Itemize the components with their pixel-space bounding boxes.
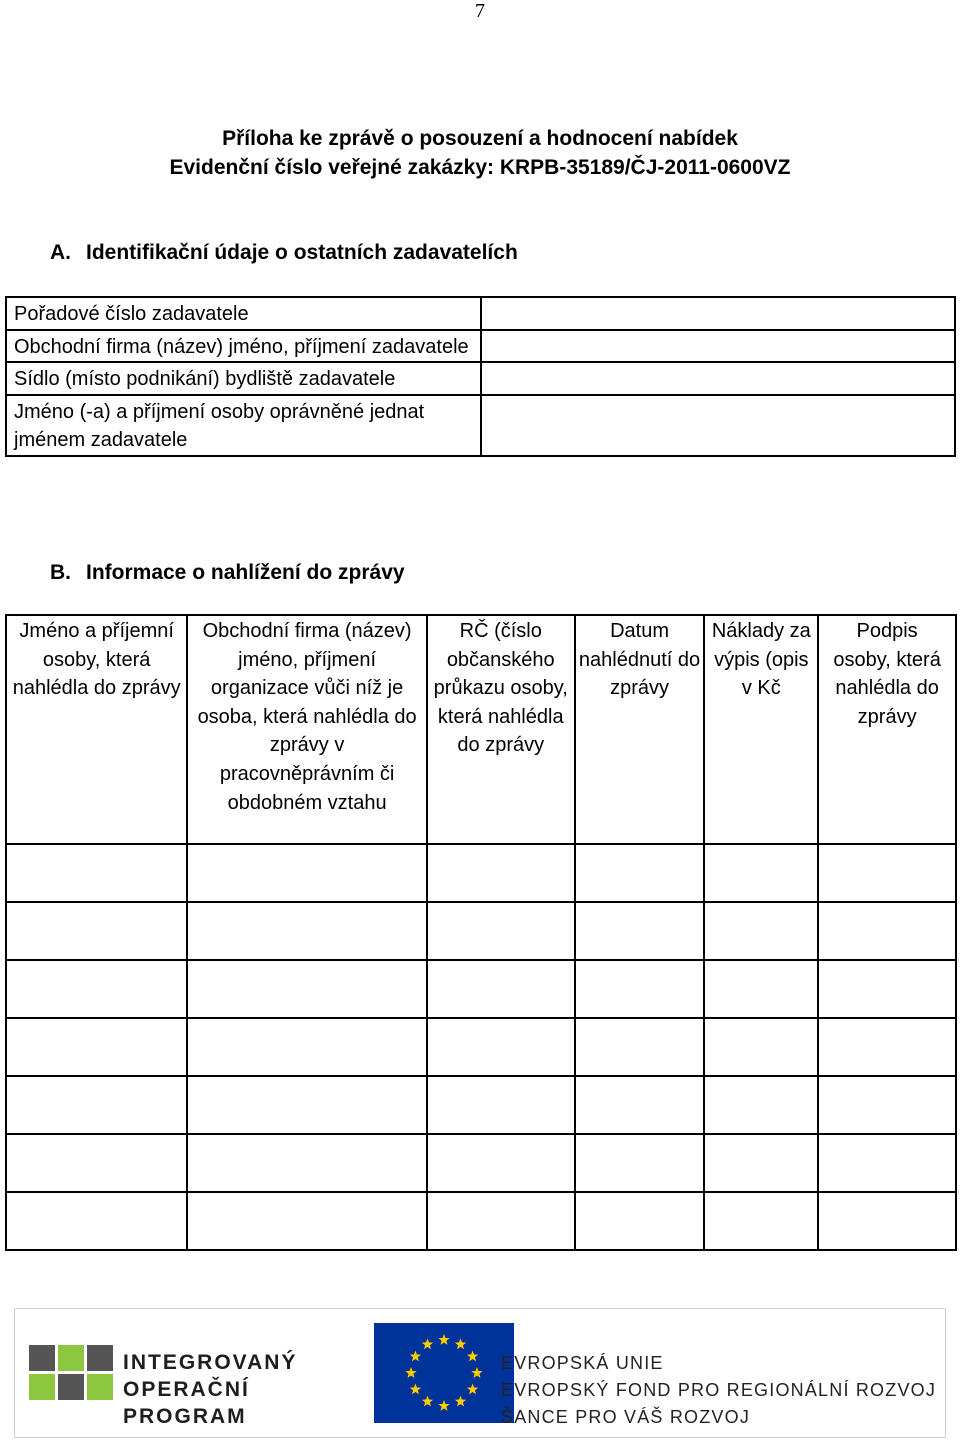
column-header-costs: Náklady za výpis (opis v Kč: [704, 615, 818, 844]
table-cell: [6, 1076, 187, 1134]
section-b-heading: [50, 560, 405, 586]
eu-line-3: ŠANCE PRO VÁŠ ROZVOJ: [501, 1407, 751, 1427]
section-a-letter: A.: [50, 241, 71, 264]
table-header-row: [6, 615, 956, 844]
iop-emblem-icon: [29, 1345, 113, 1403]
eu-line-2: EVROPSKÝ FOND PRO REGIONÁLNÍ ROZVOJ: [501, 1380, 937, 1400]
document-title: [0, 124, 960, 182]
table-cell: [818, 902, 956, 960]
table-cell: [427, 1018, 575, 1076]
table-row: [6, 902, 956, 960]
title-line-2: Evidenční číslo veřejné zakázky: KRPB-35189/ČJ-2011-0600VZ: [169, 156, 791, 179]
table-cell: [818, 844, 956, 902]
row-value: [481, 297, 955, 330]
table-cell: [575, 1134, 705, 1192]
table-row: [6, 844, 956, 902]
table-cell: [704, 1076, 818, 1134]
table-cell: [6, 1018, 187, 1076]
table-row: [6, 1076, 956, 1134]
table-row: [6, 960, 956, 1018]
table-body: [6, 844, 956, 1250]
table-cell: [704, 902, 818, 960]
contracting-authority-table: [5, 296, 956, 457]
table-cell: [6, 1134, 187, 1192]
row-value: [481, 395, 955, 456]
section-a-heading: [50, 240, 518, 266]
table-cell: [427, 960, 575, 1018]
table-cell: [187, 902, 427, 960]
table-cell: [6, 960, 187, 1018]
eu-text-block: [501, 1350, 936, 1431]
iop-logo-text: [123, 1349, 297, 1430]
column-header-date: Datum nahlédnutí do zprávy: [575, 615, 705, 844]
row-label: Pořadové číslo zadavatele: [6, 297, 481, 330]
table-cell: [818, 960, 956, 1018]
table-cell: [575, 960, 705, 1018]
row-label: Obchodní firma (název) jméno, příjmení zadavatele: [6, 330, 481, 363]
table-cell: [575, 1076, 705, 1134]
table-cell: [575, 844, 705, 902]
page-number: 7: [475, 0, 485, 22]
iop-logo-line-3: PROGRAM: [123, 1405, 247, 1428]
table-cell: [427, 1192, 575, 1250]
eu-flag-icon: [374, 1323, 514, 1423]
table-cell: [818, 1076, 956, 1134]
table-cell: [6, 1192, 187, 1250]
column-header-organization: Obchodní firma (název) jméno, příjmení organizace vůči níž je osoba, která nahlédla do zprávy v pracovněprávním či obdobném vztahu: [187, 615, 427, 844]
table-cell: [575, 902, 705, 960]
table-cell: [818, 1192, 956, 1250]
table-cell: [187, 960, 427, 1018]
table-row: [6, 1134, 956, 1192]
iop-logo-line-2: OPERAČNÍ: [123, 1378, 250, 1401]
row-value: [481, 362, 955, 395]
table-cell: [427, 902, 575, 960]
table-cell: [575, 1018, 705, 1076]
table-cell: [704, 1134, 818, 1192]
table-cell: [187, 1018, 427, 1076]
table-cell: [704, 960, 818, 1018]
table-cell: [704, 844, 818, 902]
footer-logo-bar: [14, 1308, 946, 1438]
column-header-id-number: RČ (číslo občanského průkazu osoby, která nahlédla do zprávy: [427, 615, 575, 844]
section-a-title: Identifikační údaje o ostatních zadavatelích: [86, 241, 518, 264]
table-row: [6, 362, 955, 395]
title-line-1: Příloha ke zprávě o posouzení a hodnocení nabídek: [222, 127, 738, 150]
table-row: [6, 395, 955, 456]
table-cell: [575, 1192, 705, 1250]
iop-logo-line-1: INTEGROVANÝ: [123, 1351, 298, 1374]
table-cell: [427, 844, 575, 902]
table-cell: [818, 1134, 956, 1192]
section-b-title: Informace o nahlížení do zprávy: [86, 561, 405, 584]
table-cell: [187, 1134, 427, 1192]
column-header-signature: Podpis osoby, která nahlédla do zprávy: [818, 615, 956, 844]
row-label: Jméno (-a) a příjmení osoby oprávněné jednat jménem zadavatele: [6, 395, 481, 456]
table-cell: [818, 1018, 956, 1076]
table-row: [6, 330, 955, 363]
table-cell: [427, 1076, 575, 1134]
table-cell: [187, 844, 427, 902]
row-value: [481, 330, 955, 363]
section-b-letter: B.: [50, 561, 71, 584]
table-cell: [6, 902, 187, 960]
table-cell: [6, 844, 187, 902]
table-cell: [187, 1076, 427, 1134]
table-cell: [704, 1192, 818, 1250]
eu-line-1: EVROPSKÁ UNIE: [501, 1353, 664, 1373]
table-row: [6, 1018, 956, 1076]
report-inspection-table: [5, 614, 957, 1251]
table-row: [6, 1192, 956, 1250]
table-row: [6, 297, 955, 330]
table-cell: [187, 1192, 427, 1250]
column-header-name: Jméno a příjemní osoby, která nahlédla do zprávy: [6, 615, 187, 844]
row-label: Sídlo (místo podnikání) bydliště zadavatele: [6, 362, 481, 395]
table-cell: [704, 1018, 818, 1076]
table-cell: [427, 1134, 575, 1192]
